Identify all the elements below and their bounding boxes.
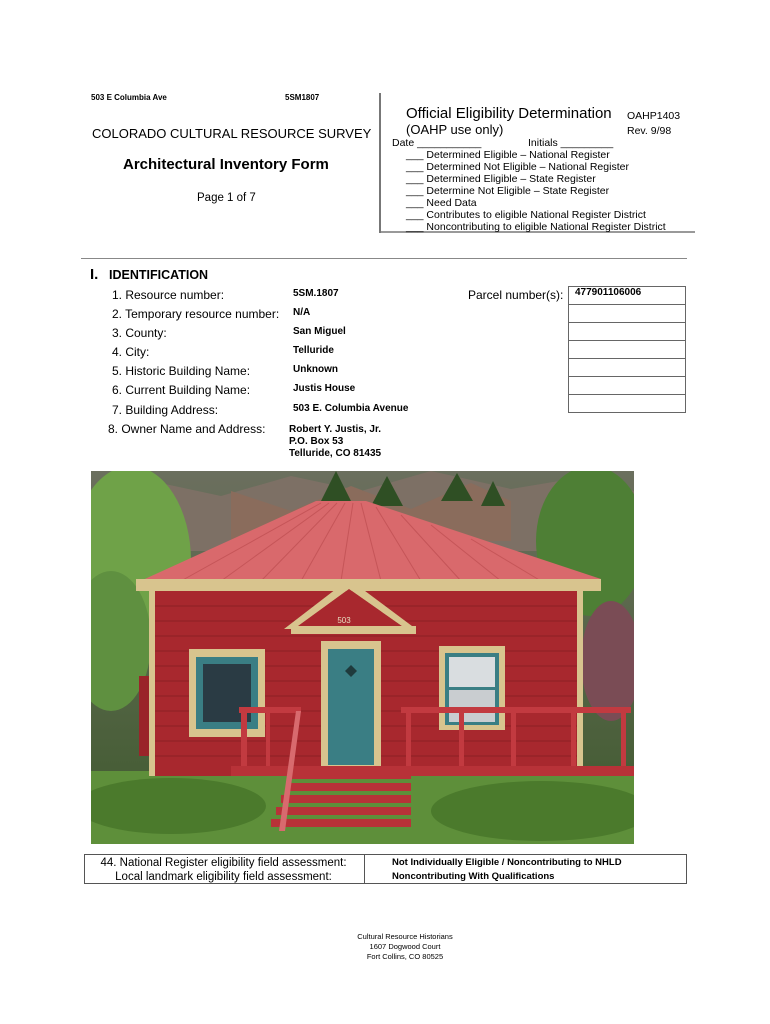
header-divider (379, 93, 381, 233)
footer-line: Cultural Resource Historians (357, 932, 453, 941)
owner-line: P.O. Box 53 (289, 436, 344, 447)
field-label-resource-number: 1. Resource number: (112, 288, 225, 302)
form-title: Architectural Inventory Form (123, 156, 329, 173)
page-indicator: Page 1 of 7 (197, 192, 256, 204)
parcel-label: Parcel number(s): (468, 288, 564, 302)
owner-line: Telluride, CO 81435 (289, 448, 382, 459)
field-label-owner: 8. Owner Name and Address: (108, 422, 266, 436)
field-value-historic-name: Unknown (293, 364, 338, 375)
oahp-date-label: Date ___________ (392, 137, 482, 149)
oahp-option: ___ Determine Not Eligible – State Register (406, 185, 610, 197)
parcel-cell: 477901106006 (569, 287, 686, 305)
local-assessment-label: Local landmark eligibility field assessment: (115, 871, 332, 883)
field-value-building-address: 503 E. Columbia Avenue (293, 403, 409, 414)
nr-assessment-label: 44. National Register eligibility field assessment: (100, 857, 347, 869)
oahp-form-code: OAHP1403 (627, 110, 681, 122)
parcel-cell (569, 359, 686, 377)
field-value-county: San Miguel (293, 326, 346, 337)
header-site-number: 5SM1807 (285, 93, 320, 102)
parcel-cell (569, 377, 686, 395)
parcel-cell (569, 395, 686, 413)
footer-line: 1607 Dogwood Court (369, 942, 441, 951)
oahp-option: ___ Determined Eligible – State Register (406, 173, 596, 185)
oahp-initials-label: Initials _________ (528, 137, 614, 149)
section-rule (81, 258, 687, 259)
field-label-current-name: 6. Current Building Name: (112, 383, 251, 397)
window-right-glass-bottom (449, 690, 495, 722)
fascia (136, 579, 601, 591)
owner-line: Robert Y. Justis, Jr. (289, 424, 382, 435)
parcel-cell (569, 323, 686, 341)
footer (300, 932, 510, 962)
oahp-option: ___ Determined Eligible – National Register (406, 149, 610, 161)
oahp-title: Official Eligibility Determination (406, 105, 612, 122)
parcel-table (568, 286, 686, 413)
assessment-divider (364, 855, 365, 883)
field-label-building-address: 7. Building Address: (112, 403, 219, 417)
corner-trim-left (149, 589, 155, 776)
section-title: IDENTIFICATION (109, 268, 209, 282)
field-label-historic-name: 5. Historic Building Name: (112, 364, 251, 378)
house-photo (91, 471, 634, 844)
nr-assessment-value: Not Individually Eligible / Noncontributing to NHLD (392, 857, 622, 868)
field-label-city: 4. City: (112, 345, 150, 359)
parcel-cell (569, 341, 686, 359)
parcel-cell (569, 305, 686, 323)
section-number: I. (90, 266, 99, 283)
footer-line: Fort Collins, CO 80525 (366, 952, 444, 961)
assessment-values (392, 856, 622, 884)
owner-address (289, 424, 381, 460)
field-label-temporary-number: 2. Temporary resource number: (112, 307, 280, 321)
corner-trim-right (577, 589, 583, 776)
header-address: 503 E Columbia Ave (91, 93, 167, 102)
oahp-options-list (406, 149, 666, 233)
oahp-option: ___ Determined Not Eligible – National Register (406, 161, 629, 173)
field-label-county: 3. County: (112, 326, 167, 340)
field-value-city: Telluride (293, 345, 334, 356)
house-number: 503 (337, 616, 351, 625)
oahp-option: ___ Noncontributing to eligible National Register District (406, 221, 666, 233)
gable-beam (291, 626, 416, 634)
oahp-option: ___ Contributes to eligible National Register District (406, 209, 646, 221)
field-value-current-name: Justis House (293, 383, 356, 394)
field-value-temporary-number: N/A (293, 307, 311, 318)
oahp-option: ___ Need Data (406, 197, 477, 209)
window-right-glass-top (449, 657, 495, 687)
local-assessment-value: Noncontributing With Qualifications (392, 871, 555, 882)
field-value-resource-number: 5SM.1807 (293, 288, 339, 299)
assessment-labels (84, 856, 363, 884)
oahp-subtitle: (OAHP use only) (406, 122, 504, 137)
oahp-revision: Rev. 9/98 (627, 125, 672, 137)
survey-name: COLORADO CULTURAL RESOURCE SURVEY (92, 126, 372, 141)
